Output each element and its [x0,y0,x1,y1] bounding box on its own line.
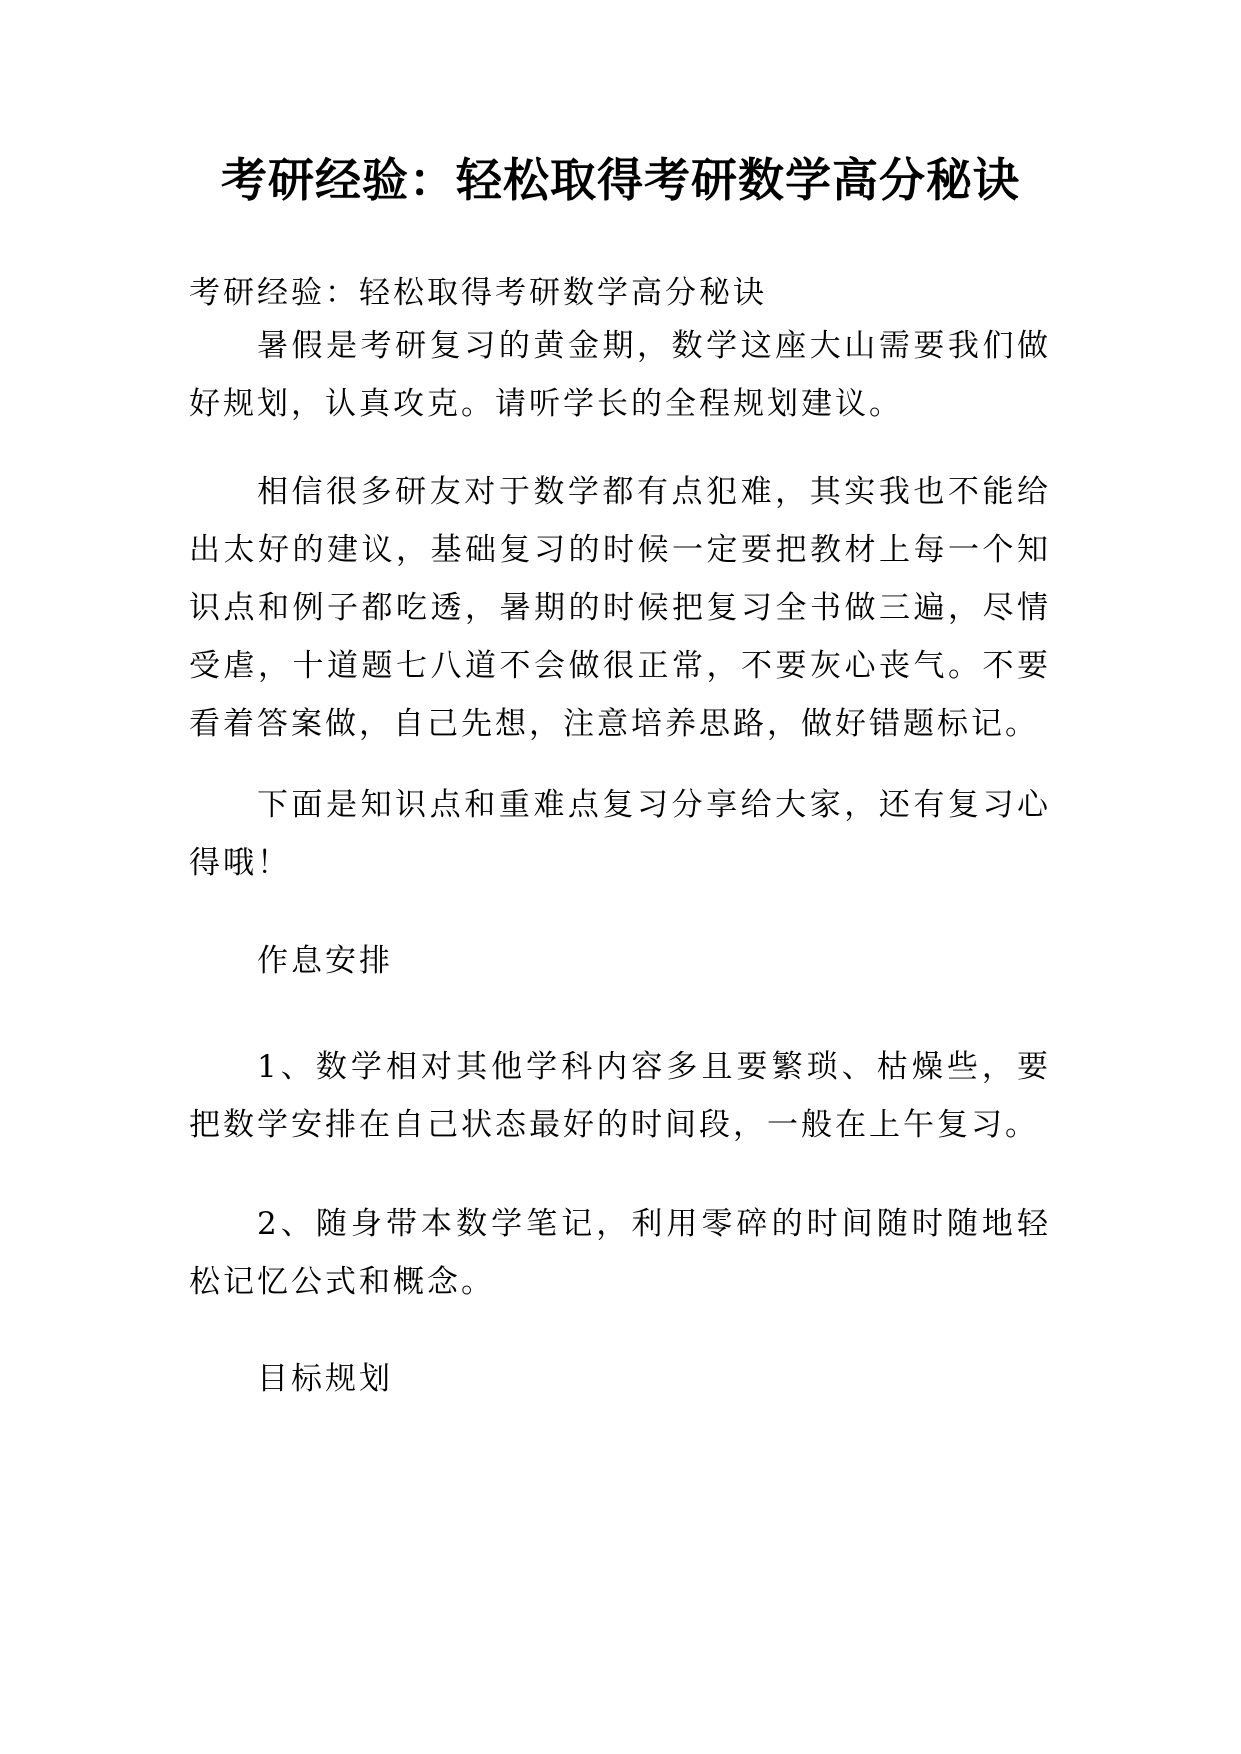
section-heading-goals: 目标规划 [257,1361,393,1397]
list-item-2: 2、随身带本数学笔记，利用零碎的时间随时随地轻松记忆公式和概念。 [189,1206,1051,1300]
document-subtitle: 考研经验：轻松取得考研数学高分秘诀 [189,275,767,311]
paragraph-intro: 暑假是考研复习的黄金期，数学这座大山需要我们做好规划，认真攻克。请听学长的全程规划建议。 [189,328,1051,422]
document-title: 考研经验：轻松取得考研数学高分秘诀 [221,153,1020,207]
paragraph-preview: 下面是知识点和重难点复习分享给大家，还有复习心得哦！ [189,787,1051,881]
section-heading-schedule: 作息安排 [257,943,393,979]
list-item-1: 1、数学相对其他学科内容多且要繁琐、枯燥些，要把数学安排在自己状态最好的时间段，一般在上午复习。 [189,1049,1051,1143]
paragraph-advice: 相信很多研友对于数学都有点犯难，其实我也不能给出太好的建议，基础复习的时候一定要把教材上每一个知识点和例子都吃透，暑期的时候把复习全书做三遍，尽情受虐，十道题七八道不会做很正常，不要灰心丧气。不要看着答案做，自己先想，注意培养思路，做好错题标记。 [189,474,1051,742]
